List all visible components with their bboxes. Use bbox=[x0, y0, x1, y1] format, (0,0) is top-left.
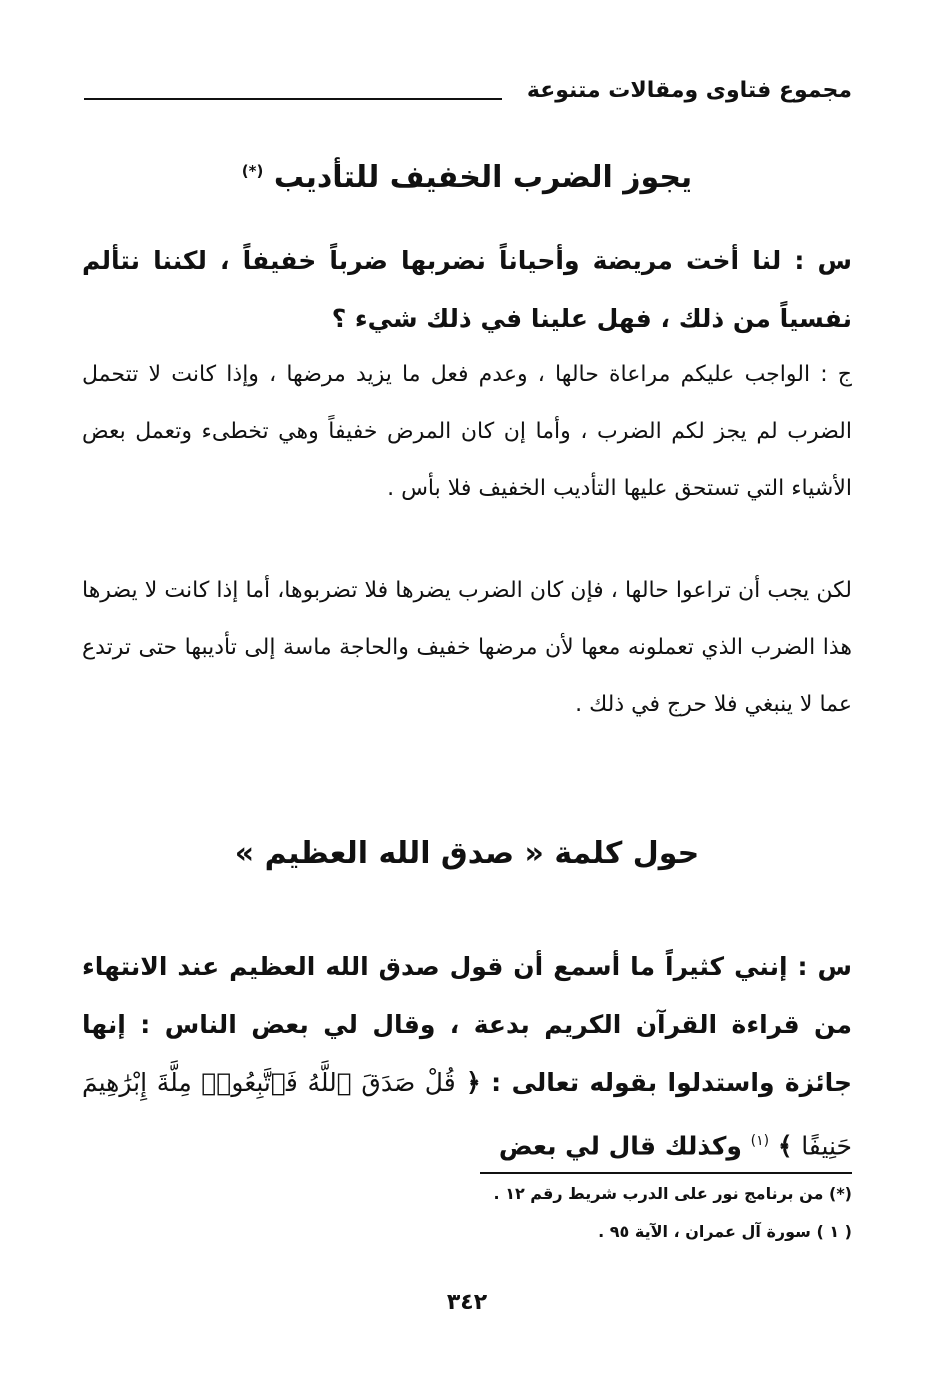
question-2 bbox=[82, 938, 852, 1175]
footnote-quran-reference: ( ١ ) سورة آل عمران ، الآية ٩٥ . bbox=[598, 1222, 852, 1241]
page-number: ٣٤٢ bbox=[446, 1290, 488, 1315]
footnote-reference: (١) bbox=[750, 1133, 770, 1149]
quran-open-bracket: ﴿ bbox=[466, 1068, 481, 1097]
question-2-part-2: وكذلك قال لي بعض bbox=[498, 1131, 742, 1161]
answer-1-paragraph-1: ج : الواجب عليكم مراعاة حالها ، وعدم فعل ما يزيد مرضها ، وإذا كانت لا تتحمل الضرب لم يجز لكم الضرب ، وأما إن كان المرض خفيفاً وهي تخطىء وتعمل بعض الأشياء التي تستحق عليها التأديب الخفيف فلا بأس . bbox=[82, 362, 852, 501]
answer-1-paragraph-2: لكن يجب أن تراعوا حالها ، فإن كان الضرب يضرها فلا تضربوها، أما إذا كانت لا يضرها هذا الضرب الذي تعملونه معها لأن مرضها خفيف والحاجة ماسة إلى تأديبها حتى ترتدع عما لا ينبغي فلا حرج في ذلك . bbox=[82, 578, 852, 717]
section-title-text: يجوز الضرب الخفيف للتأديب bbox=[273, 160, 693, 195]
quran-verse: قُلْ صَدَقَ ٱللَّهُ فَٱتَّبِعُوا۟ مِلَّةَ إِبْرَٰهِيمَ حَنِيفًا bbox=[82, 1068, 852, 1161]
title-footnote-marker: (*) bbox=[241, 162, 264, 180]
footnote-source: (*) من برنامج نور على الدرب شريط رقم ١٢ . bbox=[493, 1184, 852, 1203]
section-title-sadaqa-allah: حول كلمة « صدق الله العظيم » bbox=[234, 836, 700, 871]
running-header: مجموع فتاوى ومقالات متنوعة bbox=[526, 78, 852, 103]
section-title-corporal-discipline bbox=[0, 160, 934, 195]
question-1: س : لنا أخت مريضة وأحياناً نضربها ضرباً خفيفاً ، لكننا نتألم نفسياً من ذلك ، فهل علينا في ذلك شيء ؟ bbox=[82, 246, 852, 333]
header-rule bbox=[84, 98, 502, 100]
footnote-rule bbox=[480, 1172, 852, 1174]
quran-close-bracket: ﴾ bbox=[777, 1131, 793, 1161]
question-2-part-1: س : إنني كثيراً ما أسمع أن قول صدق الله العظيم عند الانتهاء من قراءة القرآن الكريم بدعة ، وقال لي بعض الناس : إنها جائزة واستدلوا بقوله تعالى : bbox=[82, 952, 852, 1097]
